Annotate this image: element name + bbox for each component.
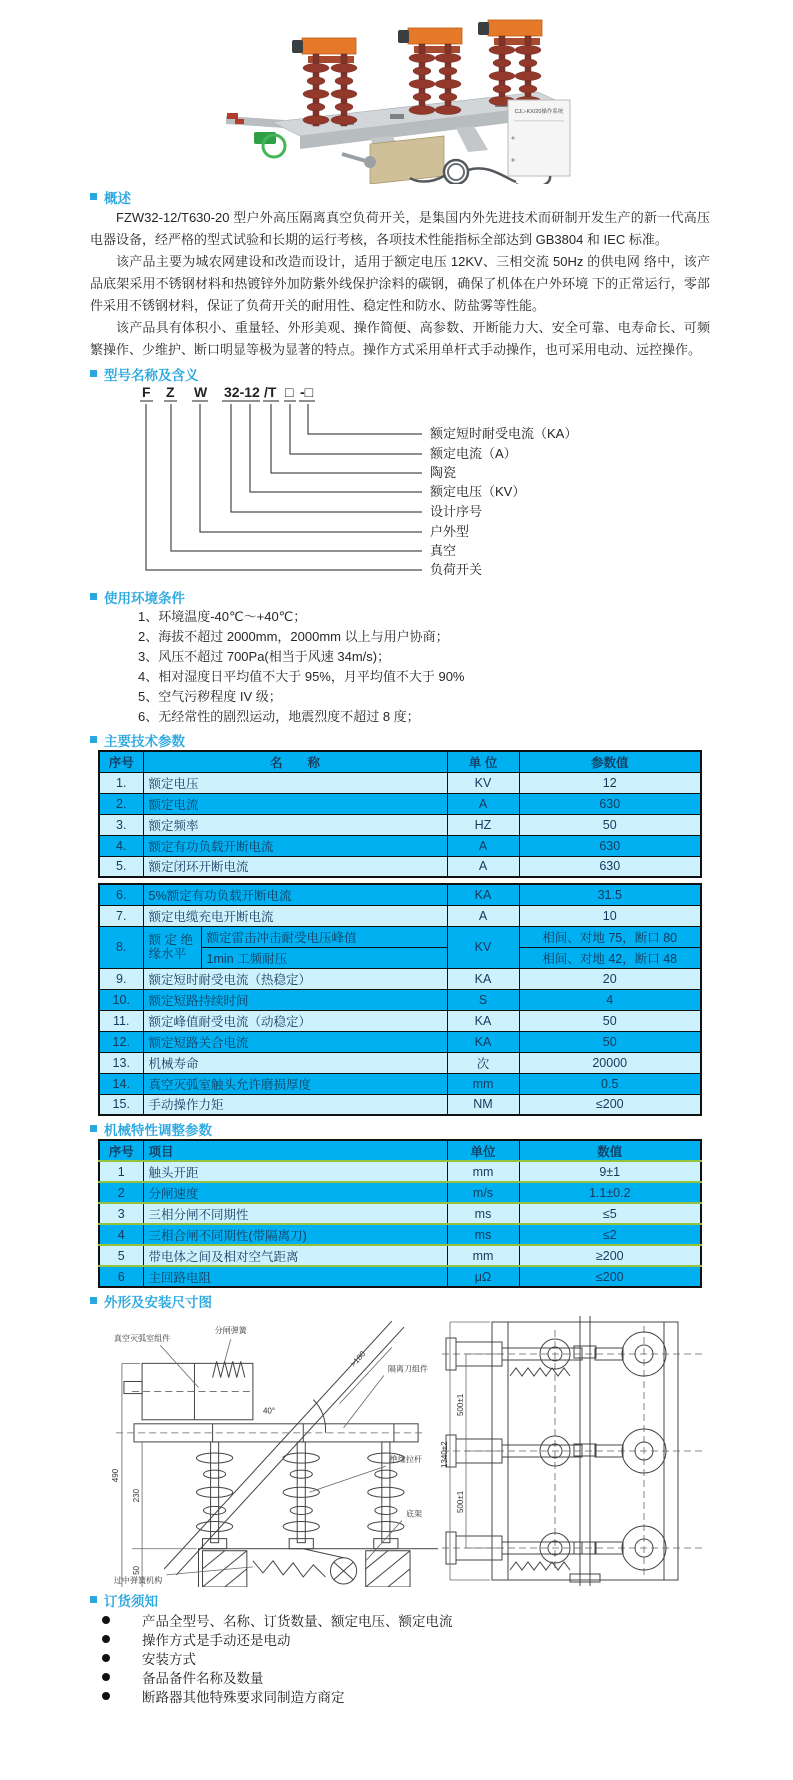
environment-item: 4、相对湿度日平均值不大于 95%，月平均值不大于 90%	[138, 669, 465, 684]
bullet-icon	[102, 1673, 110, 1681]
environment-item: 3、风压不超过 700Pa(相当于风速 34m/s)；	[138, 649, 391, 664]
cell-name: 三相分闸不同期性	[143, 1203, 447, 1224]
tech-params-table-b	[98, 883, 702, 1116]
drawing-dim-500a: 500±1	[456, 1393, 465, 1416]
drawing-label-vacuum: 真空灭弧室组件	[113, 1334, 171, 1344]
table-row	[99, 814, 701, 835]
table-row	[99, 1052, 701, 1073]
bullet-icon	[102, 1654, 110, 1662]
environment-item: 6、无经常性的剧烈运动，地震烈度不超过 8 度；	[138, 709, 420, 724]
drawing-dim-500b: 500±1	[456, 1490, 465, 1513]
cell-name: 5%额定有功负载开断电流	[143, 884, 447, 905]
cell-num: 2.	[99, 793, 143, 814]
cell-name: 额定电流	[143, 793, 447, 814]
bullet-icon	[102, 1692, 110, 1700]
square-bullet-icon	[90, 1596, 97, 1603]
cable	[516, 176, 550, 184]
cell-name: 机械寿命	[143, 1052, 447, 1073]
cell-value: ≤200	[519, 1266, 701, 1287]
drawing-dim-angle: 40°	[262, 1406, 276, 1416]
product-photo	[90, 0, 710, 184]
section-overview-heading	[90, 188, 710, 205]
header-value: 参数值	[519, 751, 701, 772]
table-row	[99, 905, 701, 926]
cell-num: 14.	[99, 1073, 143, 1094]
table-row	[99, 1161, 701, 1182]
cell-group-name: 额 定 绝 缘水平	[143, 926, 201, 968]
section-environment-heading	[90, 588, 710, 605]
section-title: 订货须知	[104, 1593, 158, 1609]
cell-num: 1.	[99, 772, 143, 793]
cell-unit: KA	[447, 884, 519, 905]
overview-paragraph-1: FZW32-12/T630-20 型户外高压隔离真空负荷开关，是集国内外先进技术而研制开发生产的新一代高压电器设备，经严格的型式试验和长期的运行考核，各项技术性能指标全部达到 GB3804 和 IEC 标准。	[90, 210, 710, 247]
cell-num: 3.	[99, 814, 143, 835]
cell-unit: ms	[447, 1203, 519, 1224]
control-box	[508, 100, 570, 176]
cell-num: 6	[99, 1266, 143, 1287]
mechanism-box	[370, 136, 444, 184]
section-title: 主要技术参数	[104, 733, 185, 749]
section-title: 外形及安装尺寸图	[104, 1294, 212, 1310]
cell-value: ≤5	[519, 1203, 701, 1224]
cell-unit: mm	[447, 1245, 519, 1266]
cell-value: 相间、对地 42，断口 48	[519, 947, 701, 968]
cell-name: 手动操作力矩	[143, 1094, 447, 1115]
top-view-drawing	[440, 1315, 710, 1587]
drawing-dim-1340: 1340±2	[440, 1441, 449, 1468]
cell-value: 630	[519, 793, 701, 814]
cell-name: 真空灭弧室触头允许磨损厚度	[143, 1073, 447, 1094]
section-title: 使用环境条件	[104, 590, 185, 606]
header-unit: 单位	[447, 1140, 519, 1161]
table-row	[99, 884, 701, 905]
drawing-dim-490: 490	[110, 1468, 120, 1483]
cell-name: 额定闭环开断电流	[143, 856, 447, 877]
cell-num: 4.	[99, 835, 143, 856]
cell-num: 9.	[99, 968, 143, 989]
model-segment: F	[142, 384, 151, 400]
ordering-item	[90, 1686, 710, 1705]
cell-num: 13.	[99, 1052, 143, 1073]
square-bullet-icon	[90, 1297, 97, 1304]
square-bullet-icon	[90, 193, 97, 200]
tech-params-table-a	[98, 750, 702, 878]
table-row	[99, 772, 701, 793]
header-num: 序号	[99, 751, 143, 772]
cell-value: 31.5	[519, 884, 701, 905]
cell-num: 7.	[99, 905, 143, 926]
section-ordering-heading	[90, 1591, 710, 1608]
cell-value: 50	[519, 814, 701, 835]
table-row-insulation-1	[99, 926, 701, 947]
model-label: 额定电压（KV）	[430, 484, 526, 499]
cell-value: 50	[519, 1010, 701, 1031]
model-label: 负荷开关	[430, 562, 483, 577]
cell-num: 2	[99, 1182, 143, 1203]
cell-name: 触头开距	[143, 1161, 447, 1182]
cell-unit: KA	[447, 1010, 519, 1031]
ordering-item	[90, 1667, 710, 1686]
model-segment: W	[194, 384, 208, 400]
overview-paragraph-3: 该产品具有体积小、重量轻、外形美观、操作简便、高参数、开断能力大、安全可靠、电寿命长、可频繁操作、少维护、断口明显等极为显著的特点。操作方式采用单杆式手动操作，也可采用电动、远控操作。	[90, 320, 710, 357]
cell-value: 20000	[519, 1052, 701, 1073]
ordering-item-text: 操作方式是手动还是电动	[142, 1632, 291, 1648]
square-bullet-icon	[90, 370, 97, 377]
table-row	[99, 1266, 701, 1287]
overview-paragraph-2: 该产品主要为城农网建设和改造而设计，适用于额定电压 12KV、三相交流 50Hz 的供电网 络中，该产品底架采用不锈钢材料和热镀锌外加防紫外线保护涂料的碳钢，确保了机体在户外环境 下的正常运行，零部件采用不锈钢材料，保证了负荷开关的耐用性、稳定性和防水、防盐雾等性能。	[90, 254, 710, 313]
cell-value: 12	[519, 772, 701, 793]
square-bullet-icon	[90, 736, 97, 743]
cell-value: 20	[519, 968, 701, 989]
ordering-item-text: 安装方式	[142, 1651, 196, 1667]
insulator-phase-a	[292, 38, 357, 126]
cell-unit: A	[447, 793, 519, 814]
ordering-item-text: 产品全型号、名称、订货数量、额定电压、额定电流	[142, 1613, 453, 1629]
model-segment: /T	[264, 384, 277, 400]
ordering-item	[90, 1610, 710, 1629]
header-unit: 单 位	[447, 751, 519, 772]
cell-num: 11.	[99, 1010, 143, 1031]
cell-num: 5	[99, 1245, 143, 1266]
cell-unit: mm	[447, 1073, 519, 1094]
table-row	[99, 1224, 701, 1245]
ordering-item	[90, 1648, 710, 1667]
side-view-drawing	[98, 1315, 438, 1587]
dimension-drawings	[90, 1315, 710, 1587]
header-name: 名 称	[143, 751, 447, 772]
cell-unit: S	[447, 989, 519, 1010]
cell-unit: mm	[447, 1161, 519, 1182]
cell-unit: A	[447, 835, 519, 856]
cell-sub-name: 额定雷击冲击耐受电压峰值	[201, 926, 447, 947]
control-box-label: CJ□-KX/20操作系统	[514, 109, 564, 115]
product-photo-illustration	[220, 4, 580, 184]
cell-num: 4	[99, 1224, 143, 1245]
model-label: 设计序号	[430, 504, 483, 519]
drawing-label-rod: 绝缘拉杆	[389, 1455, 423, 1465]
cell-value: 相间、对地 75，断口 80	[519, 926, 701, 947]
section-mech-params-heading	[90, 1120, 710, 1137]
cell-unit: μΩ	[447, 1266, 519, 1287]
cell-name: 额定峰值耐受电流（动稳定）	[143, 1010, 447, 1031]
environment-item: 2、海拔不超过 2000mm，2000mm 以上与用户协商；	[138, 629, 449, 644]
environment-item: 5、空气污秽程度 IV 级；	[138, 689, 282, 704]
cell-num: 6.	[99, 884, 143, 905]
cell-value: 4	[519, 989, 701, 1010]
cell-num: 1	[99, 1161, 143, 1182]
cell-unit: A	[447, 856, 519, 877]
section-title: 机械特性调整参数	[104, 1122, 212, 1138]
cell-num: 5.	[99, 856, 143, 877]
cell-name: 额定有功负载开断电流	[143, 835, 447, 856]
cell-value: 9±1	[519, 1161, 701, 1182]
cell-value: 630	[519, 856, 701, 877]
cell-num: 10.	[99, 989, 143, 1010]
table-row	[99, 1010, 701, 1031]
drawing-label-base: 底架	[406, 1509, 423, 1519]
header-name: 项目	[143, 1140, 447, 1161]
table-row	[99, 1245, 701, 1266]
model-label: 户外型	[430, 524, 470, 539]
table-row	[99, 1073, 701, 1094]
cell-name: 额定短路持续时间	[143, 989, 447, 1010]
cell-value: ≥200	[519, 1245, 701, 1266]
cell-unit: NM	[447, 1094, 519, 1115]
table-row	[99, 1094, 701, 1115]
section-dimensions-heading	[90, 1292, 710, 1309]
drawing-dim-diag: >180	[348, 1349, 368, 1369]
cell-name: 三相合闸不同期性(带隔离刀)	[143, 1224, 447, 1245]
cell-name: 带电体之间及相对空气距离	[143, 1245, 447, 1266]
environment-item: 1、环境温度-40℃～+40℃；	[138, 609, 307, 624]
model-segment: -□	[300, 384, 314, 400]
model-segment: □	[285, 384, 294, 400]
cell-unit: m/s	[447, 1182, 519, 1203]
cell-num: 12.	[99, 1031, 143, 1052]
model-code-diagram	[90, 384, 710, 579]
cell-unit: ms	[447, 1224, 519, 1245]
insulator-phase-c	[478, 20, 542, 106]
ordering-item-text: 断路器其他特殊要求同制造方商定	[142, 1689, 345, 1705]
cell-unit: 次	[447, 1052, 519, 1073]
cell-unit: KV	[447, 772, 519, 793]
cell-sub-name: 1min 工频耐压	[201, 947, 447, 968]
header-value: 数值	[519, 1140, 701, 1161]
cell-name: 分闸速度	[143, 1182, 447, 1203]
table-row	[99, 1031, 701, 1052]
cell-unit: KV	[447, 926, 519, 968]
table-header-row	[99, 1140, 701, 1161]
table-row	[99, 856, 701, 877]
model-label: 额定电流（A）	[430, 446, 517, 461]
cell-unit: KA	[447, 968, 519, 989]
cell-value: 0.5	[519, 1073, 701, 1094]
cell-value: 10	[519, 905, 701, 926]
table-row	[99, 1182, 701, 1203]
cell-unit: A	[447, 905, 519, 926]
section-model-heading	[90, 365, 710, 382]
model-segment: Z	[166, 384, 175, 400]
cell-unit: KA	[447, 1031, 519, 1052]
ordering-item	[90, 1629, 710, 1648]
section-title: 概述	[104, 190, 131, 206]
ordering-item-text: 备品备件名称及数量	[142, 1670, 264, 1686]
table-row	[99, 968, 701, 989]
drawing-dim-230: 230	[132, 1488, 142, 1503]
cell-value: 1.1±0.2	[519, 1182, 701, 1203]
table-row	[99, 793, 701, 814]
model-segment: 32-12	[224, 384, 260, 400]
drawing-label-spring: 分闸弹簧	[214, 1326, 247, 1336]
table-row	[99, 1203, 701, 1224]
environment-list	[138, 607, 710, 727]
table-row	[99, 989, 701, 1010]
section-title: 型号名称及含义	[104, 367, 199, 383]
square-bullet-icon	[90, 593, 97, 600]
cell-name: 额定短时耐受电流（热稳定）	[143, 968, 447, 989]
cell-name: 主回路电阻	[143, 1266, 447, 1287]
section-tech-params-heading	[90, 731, 710, 748]
table-header-row	[99, 751, 701, 772]
bullet-icon	[102, 1616, 110, 1624]
cell-num: 3	[99, 1203, 143, 1224]
cell-name: 额定电压	[143, 772, 447, 793]
ordering-list	[90, 1610, 710, 1705]
drawing-dim-50: 50	[132, 1565, 142, 1575]
drawing-label-knife: 隔离刀组件	[387, 1364, 429, 1374]
cell-name: 额定频率	[143, 814, 447, 835]
cell-unit: HZ	[447, 814, 519, 835]
header-num: 序号	[99, 1140, 143, 1161]
model-label: 真空	[430, 543, 457, 558]
cell-num: 8.	[99, 926, 143, 968]
model-label: 陶瓷	[430, 465, 457, 480]
bullet-icon	[102, 1635, 110, 1643]
cell-value: 630	[519, 835, 701, 856]
drawing-label-overcenter: 过中弹簧机构	[113, 1575, 163, 1585]
model-label: 额定短时耐受电流（KA）	[430, 426, 578, 441]
cell-value: 50	[519, 1031, 701, 1052]
cell-value: ≤2	[519, 1224, 701, 1245]
table-row	[99, 835, 701, 856]
mech-params-table	[98, 1139, 702, 1288]
cell-name: 额定短路关合电流	[143, 1031, 447, 1052]
cell-value: ≤200	[519, 1094, 701, 1115]
cell-num: 15.	[99, 1094, 143, 1115]
square-bullet-icon	[90, 1125, 97, 1132]
cell-name: 额定电缆充电开断电流	[143, 905, 447, 926]
